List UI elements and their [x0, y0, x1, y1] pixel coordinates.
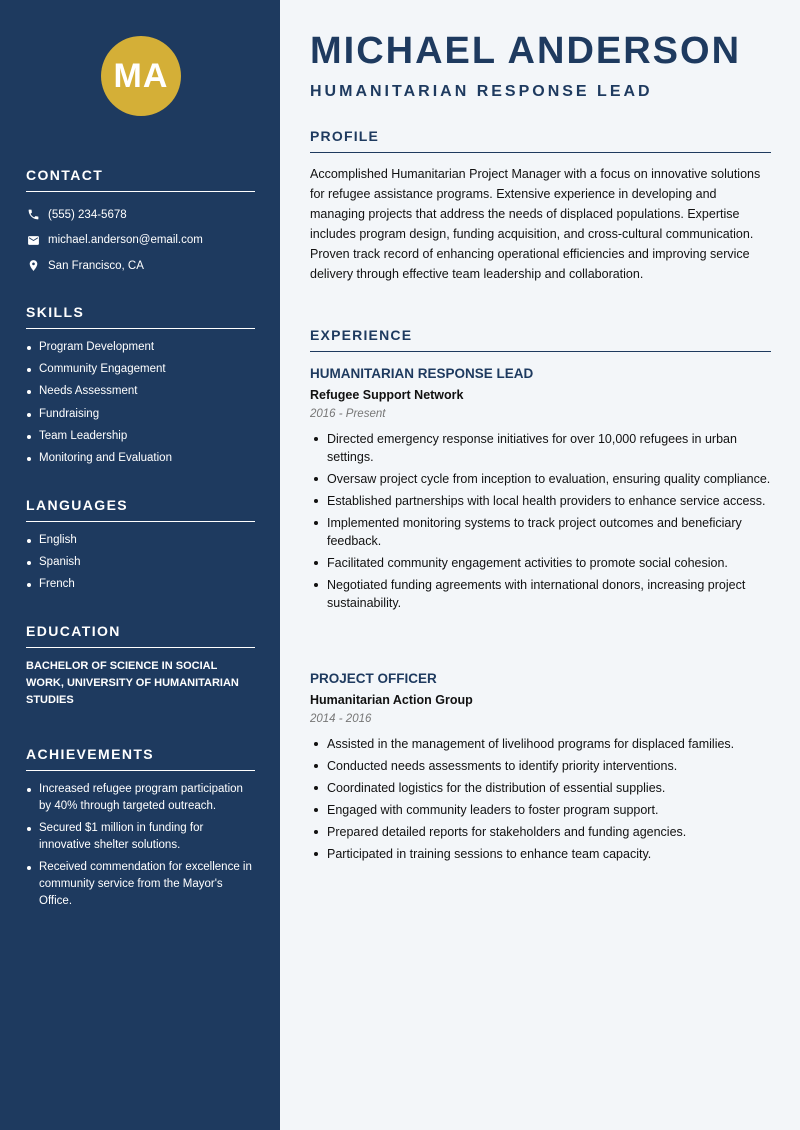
sidebar	[0, 0, 280, 1130]
job-dates: 2014 - 2016	[310, 713, 372, 725]
job-bullet: Coordinated logistics for the distribution of essential supplies.	[310, 779, 771, 797]
job-bullet: Assisted in the management of livelihood programs for displaced families.	[310, 735, 771, 753]
job-dates: 2016 - Present	[310, 408, 386, 420]
skill-item: Team Leadership	[26, 428, 255, 445]
location-pin-icon	[26, 259, 40, 273]
contact-section	[26, 167, 255, 279]
achievements-section	[26, 746, 255, 916]
avatar: MA	[101, 36, 181, 116]
job-company: Refugee Support Network	[310, 388, 464, 402]
contact-location	[26, 253, 255, 279]
experience-heading: EXPERIENCE	[310, 327, 771, 352]
job-bullet: Oversaw project cycle from inception to evaluation, ensuring quality compliance.	[310, 470, 771, 488]
skills-heading: SKILLS	[26, 304, 255, 329]
achievement-item: Increased refugee program participation by 40% through targeted outreach.	[26, 781, 255, 815]
job-bullet: Facilitated community engagement activities to promote social cohesion.	[310, 554, 771, 572]
language-item: French	[26, 576, 255, 593]
education-section	[26, 623, 255, 709]
skill-item: Fundraising	[26, 406, 255, 423]
job-company: Humanitarian Action Group	[310, 693, 473, 707]
skill-item: Community Engagement	[26, 361, 255, 378]
job-entry	[310, 671, 771, 867]
job-bullet: Negotiated funding agreements with international donors, increasing project sustainability.	[310, 576, 771, 612]
skills-section	[26, 304, 255, 472]
job-title: HUMANITARIAN RESPONSE LEAD	[310, 366, 534, 381]
contact-heading: CONTACT	[26, 167, 255, 192]
language-item: Spanish	[26, 554, 255, 571]
location-text: San Francisco, CA	[48, 259, 144, 272]
skill-item: Program Development	[26, 339, 255, 356]
job-bullet: Conducted needs assessments to identify priority interventions.	[310, 757, 771, 775]
achievement-item: Received commendation for excellence in community service from the Mayor's Office.	[26, 859, 255, 910]
job-bullet: Directed emergency response initiatives for over 10,000 refugees in urban settings.	[310, 430, 771, 466]
phone-text: (555) 234-5678	[48, 208, 127, 221]
language-item: English	[26, 532, 255, 549]
languages-heading: LANGUAGES	[26, 497, 255, 522]
contact-email	[26, 228, 255, 254]
languages-section	[26, 497, 255, 599]
email-text: michael.anderson@email.com	[48, 234, 203, 247]
job-title: PROJECT OFFICER	[310, 671, 437, 686]
job-entry	[310, 366, 771, 616]
education-heading: EDUCATION	[26, 623, 255, 648]
job-bullet: Established partnerships with local health providers to enhance service access.	[310, 492, 771, 510]
candidate-name: MICHAEL ANDERSON	[310, 30, 742, 72]
phone-icon	[26, 208, 40, 222]
email-icon	[26, 233, 40, 247]
skill-item: Monitoring and Evaluation	[26, 450, 255, 467]
achievement-item: Secured $1 million in funding for innovative shelter solutions.	[26, 820, 255, 854]
education-degree: BACHELOR OF SCIENCE IN SOCIAL WORK, UNIVERSITY OF HUMANITARIAN STUDIES	[26, 660, 239, 706]
job-bullet: Implemented monitoring systems to track project outcomes and beneficiary feedback.	[310, 514, 771, 550]
profile-heading: PROFILE	[310, 128, 771, 153]
job-bullet: Prepared detailed reports for stakeholders and funding agencies.	[310, 823, 771, 841]
job-bullet: Engaged with community leaders to foster program support.	[310, 801, 771, 819]
contact-phone	[26, 202, 255, 228]
candidate-title: HUMANITARIAN RESPONSE LEAD	[310, 83, 653, 100]
achievements-heading: ACHIEVEMENTS	[26, 746, 255, 771]
skill-item: Needs Assessment	[26, 383, 255, 400]
job-bullet: Participated in training sessions to enhance team capacity.	[310, 845, 771, 863]
profile-text: Accomplished Humanitarian Project Manager with a focus on innovative solutions for refugee assistance programs. Extensive experience in developing and managing projects that address the needs of displaced populations. Expertise includes program design, funding acquisition, and cross-cultural communication. Proven track record of enhancing operational efficiencies and improving service delivery through effective team leadership and collaboration.	[310, 167, 761, 281]
